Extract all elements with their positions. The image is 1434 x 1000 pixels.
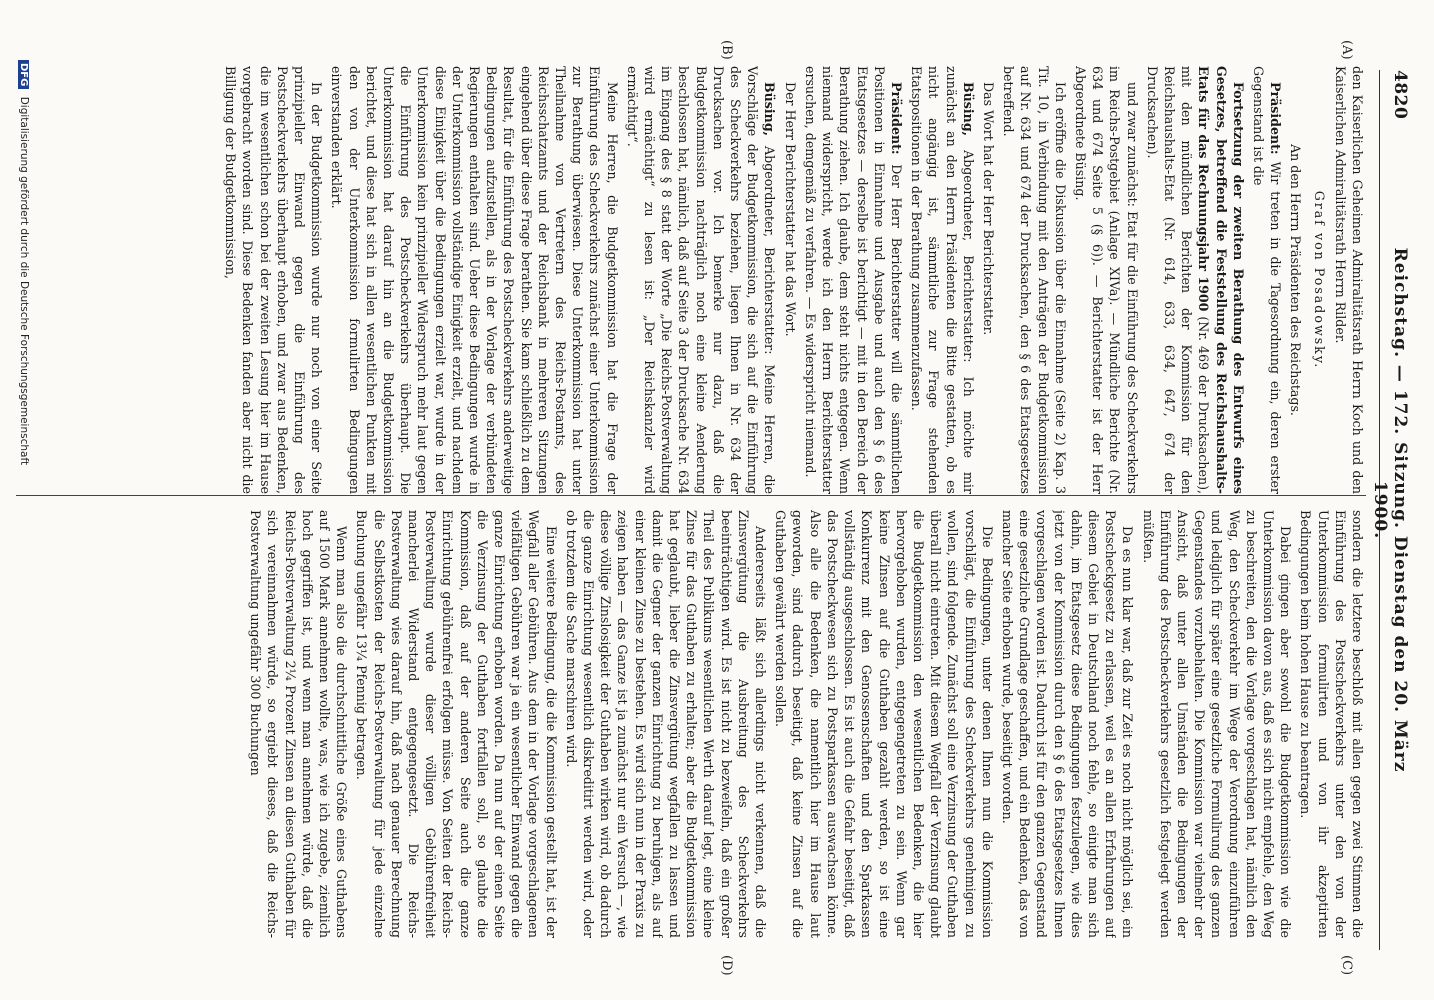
paragraph [1144,66,1247,494]
paragraph: den Kaiserlichen Geheimen Admiralitätsrath Herrn Koch und den Kaiserlichen Admiralitätsrath Herrn Rilder. [1332,66,1365,494]
paragraph-text: Abgeordneter, Berichterstatter: Meine Herren, die Vorschläge der Budgetkommission, die sich auf die Einführung des Scheckverkehrs beziehen, liegen Ihnen in Nr. 634 der Drucksachen vor. Ich bemerke nur dazu, daß die Budgetkommission nachträglich noch eine kleine Aenderung beschlossen hat, nämlich, daß auf Seite 3 der Drucksache Nr. 634 im Eingang des § 8 statt der Worte „Die Reichs-Postverwaltung wird ermächtigt“ zu lesen ist: „Der Reichskanzler wird ermächtigt“. [624,66,778,494]
paragraph: und zwar zunächst: Etat für die Einführung des Scheckverkehrs im Reichs-Postgebiet (Anlage XIVa). — Mündliche Berichte (Nr. 634 und 674 Seite 5 (§ 6)). — Berichterstatter ist der Herr Abgeordnete Büsing. [1072,66,1140,494]
margin-mark-d: (D) [719,955,734,976]
signature: Graf von Posadowsky. [1311,190,1327,370]
paragraph: In der Budgetkommission wurde nur noch von einer Seite prinzipieller Einwand gegen die Einführung des Postscheckverkehrs überhaupt erhoben, und zwar aus Bedenken, die im wesentlichen schon bei der zweiten Lesung hier im Hause vorgebracht worden sind. Diese Bedenken fanden aber nicht die Billigung der Budgetkommission, [223,66,325,494]
paragraph-text: (Nr. 469 der Drucksachen), mit den mündlichen Berichten der Kommission für den Reichshaushalts-Etat (Nr. 614, 633, 634, 647, 674 der Drucksachen). [1144,66,1212,494]
column-divider [16,495,1366,496]
speaker-label: Präsident: [888,82,904,155]
paragraph: Dabei gingen aber sowohl die Budgetkommission wie die Unterkommission davon aus, daß es sich nicht empfehle, den Weg zu beschreiten, den die Vorlage vorgeschlagen hat, nämlich den Weg, den Scheckverkehr im Wege der Verordnung einzuführen und lediglich für später eine gesetzliche Formulirung des ganzen Gegenstandes vorzubehalten. Die Kommission war vielmehr der Ansicht, daß unter allen Umständen die Bedingungen der Einführung des Postscheckverkehrs gesetzlich festgelegt werden müßten. [1140,510,1294,938]
page-number: 4820 [1390,70,1410,120]
speaker-label: Büsing, [960,82,976,137]
paragraph-text: Der Herr Berichterstatter will die sämmtlichen Positionen in Einnahme und Ausgabe und auch den § 6 des Etatsgesetzes — derselbe ist berichtigt — mit in den Bereich der Berathung ziehen. Ich glaube, dem steht nichts entgegen. Wenn niemand widerspricht, werde ich den Herrn Berichterstatter ersuchen, demgemäß zu verfahren. — Es widerspricht niemand. [802,66,904,494]
page-title: Reichstag. — 172. Sitzung. Dienstag den 20. März 1900. [1370,247,1410,773]
margin-mark-c: (C) [1339,955,1354,976]
paragraph: Da es nun klar war, daß zur Zeit es noch nicht möglich sei, ein Postscheckgesetz zu erlassen, weil es an allen Erfahrungen auf diesem Gebiet in Deutschland noch fehle, so einigte man sich dahin, im Etatsgesetz diese Bedingungen festzulegen, wie dies jetzt von der Kommission durch den § 6 des Etatsgesetzes Ihnen vorgeschlagen worden ist. Dadurch ist für den ganzen Gegenstand eine gesetzliche Grundlage geschaffen, und ein Bedenken, das von mancher Seite erhoben wurde, beseitigt worden. [999,510,1136,938]
paragraph: Das Wort hat der Herr Berichterstatter. [980,82,996,336]
paragraph: Ich eröffne die Diskussion über die Einnahme (Seite 2) Kap. 3 Tit. 10, in Verbindung mit den Anträgen der Budgetkommission auf Nr. 634 und 674 der Drucksachen, den § 6 des Etatsgesetzes betreffend. [1001,66,1068,494]
left-column [16,66,1366,494]
margin-mark-a: (A) [1339,40,1354,60]
paragraph [1250,66,1284,494]
paragraph [802,66,905,494]
page-header [1370,70,1416,950]
dfg-logo: DFG [18,60,29,89]
paragraph: Andererseits läßt sich allerdings nicht verkennen, daß die Zinsvergütung die Ausbreitung des Scheckverkehrs beeinträchtigen wird. Es ist nicht zu bezweifeln, daß ein großer Theil des Publikums wesentlichen Werth darauf legt, eine kleine Zinse für das Guthaben zu erhalten; aber die Budgetkommission hat geglaubt, lieber die Zinsvergütung wegfallen zu lassen und damit die Gegner der ganzen Einrichtung zu beruhigen, als auf einer kleinen Zinse zu bestehen. Es wird sich nun in der Praxis zu zeigen haben — das Ganze ist ja zunächst nur ein Versuch —, wie diese völlige Zinslosigkeit der Guthaben wirken wird, ob dadurch die ganze Einrichtung wesentlich diskreditirt werden wird, oder ob trotzdem die Sache marschiren wird. [563,510,769,938]
paragraph: An den Herrn Präsidenten des Reichstags. [1288,144,1304,416]
right-column [16,510,1366,938]
paragraph: sondern die letztere beschloß mit allen gegen zwei Stimmen die Einführung des Postscheckverkehrs unter den von der Unterkommission formulirten und von ihr akzeptirten Bedingungen beim hohen Hause zu beantragen. [1298,510,1365,938]
paragraph: Der Herr Berichterstatter hat das Wort. [782,82,798,337]
paragraph-text: Abgeordneter, Berichterstatter: Ich möchte mir zunächst an den Herrn Präsidenten die Bitte gestatten, ob es nicht angängig ist, sämmtliche zur Frage stehenden Etatspositionen in der Berathung zusammenzufassen. [909,66,976,494]
digitization-note [18,60,30,940]
paragraph: Meine Herren, die Budgetkommission hat die Frage der Einführung des Scheckverkehrs zunächst einer Unterkommission zur Berathung überwiesen. Diese Unterkommission hat unter Theilnahme von Vertretern des Reichs-Postamts, des Reichsschatzamts und der Reichsbank in mehreren Sitzungen eingehend über diese Frage berathen. Sie kam schließlich zu dem Resultat, für die Einführung des Postscheckverkehrs anderweitige Bedingungen aufzustellen, als in der Vorlage der verbündeten Regierungen enthalten sind. Ueber diese Bedingungen wurde in der Unterkommission vollständige Einigkeit erzielt, und nachdem diese Einigkeit über die Bedingungen erzielt war, wurde in der Unterkommission kein prinzipieller Widerspruch mehr laut gegen die Einführung des Postscheckverkehrs überhaupt. Die Unterkommission hat darauf hin an die Budgetkommission berichtet, und diese hat sich in allen wesentlichen Punkten mit den von der Unterkommission formulirten Bedingungen einverstanden erklärt. [329,66,620,494]
paragraph: Die Bedingungen, unter denen Ihnen nun die Kommission vorschlägt, die Einführung des Scheckverkehrs genehmigen zu wollen, sind folgende. Zunächst soll eine Verzinsung der Guthaben überall nicht eintreten. Mit diesem Wegfall der Verzinsung glaubt die Budgetkommission den wesentlichen Bedenken, die hier hervorgehoben wurden, entgegengetreten zu sein. Wenn gar keine Zinsen auf die Guthaben gezahlt werden, so ist eine Konkurrenz mit den Genossenschaften und den Sparkassen vollständig ausgeschlossen. Es ist auch die Gefahr beseitigt, daß das Postscheckwesen sich zu Postsparkassen auswachsen könne. Also alle die Bedenken, die namentlich hier im Hause laut geworden, sind dadurch beseitigt, daß keine Zinsen auf die Guthaben gewährt werden sollen. [773,510,995,938]
paragraph-text: Wir treten in die Tagesordnung ein, deren erster Gegenstand ist die [1250,66,1284,494]
paragraph: Eine weitere Bedingung, die die Kommission gestellt hat, ist der Wegfall aller Gebühren. Aus dem in der Vorlage vorgeschlagenen vielfältigen Gebühren war ja ein wesentlicher Einwand gegen die ganze Einrichtung erhoben worden. Da nun auf der einen Seite die Verzinsung der Guthaben fortfallen soll, so glaubte die Kommission, daß auf der anderen Seite auch die ganze Einrichtung gebührenfrei erfolgen müsse. Von Seiten der Reichs-Postverwaltung wurde dieser völligen Gebührenfreiheit mancherlei Widerstand entgegengesetzt. Die Reichs-Postverwaltung wies darauf hin, daß nach genauer Berechnung die Selbstkosten der Reichs-Postverwaltung für jede einzelne Buchung ungefähr 13¼ Pfennig betragen. [354,510,559,938]
bold-text: Fortsetzung der zweiten Berathung des Entwurfs eines Gesetzes, betreffend die Feststellung des Reichshaushalts-Etats für das Rechnungsjahr 1900 [1196,66,1246,494]
speaker-label: Präsident: [1268,82,1284,155]
paragraph: Wenn man also die durchschnittliche Größe eines Guthabens auf 1500 Mark annehmen wollte, was, wie ich zugebe, ziemlich hoch gegriffen ist, und wenn man annehmen würde, daß die Reichs-Postverwaltung 2¼ Prozent Zinsen an diesen Guthaben für sich vereinnahmen würde, so ergiebt dieses, daß die Reichs-Postverwaltung ungefähr 300 Buchungen [248,510,350,938]
speaker-label: Büsing, [762,82,778,137]
paragraph [908,66,977,494]
digitization-note-text: Digitalisierung gefördert durch die Deutsche Forschungsgemeinschaft [18,96,30,466]
paragraph [624,66,779,494]
margin-mark-b: (B) [719,40,734,60]
